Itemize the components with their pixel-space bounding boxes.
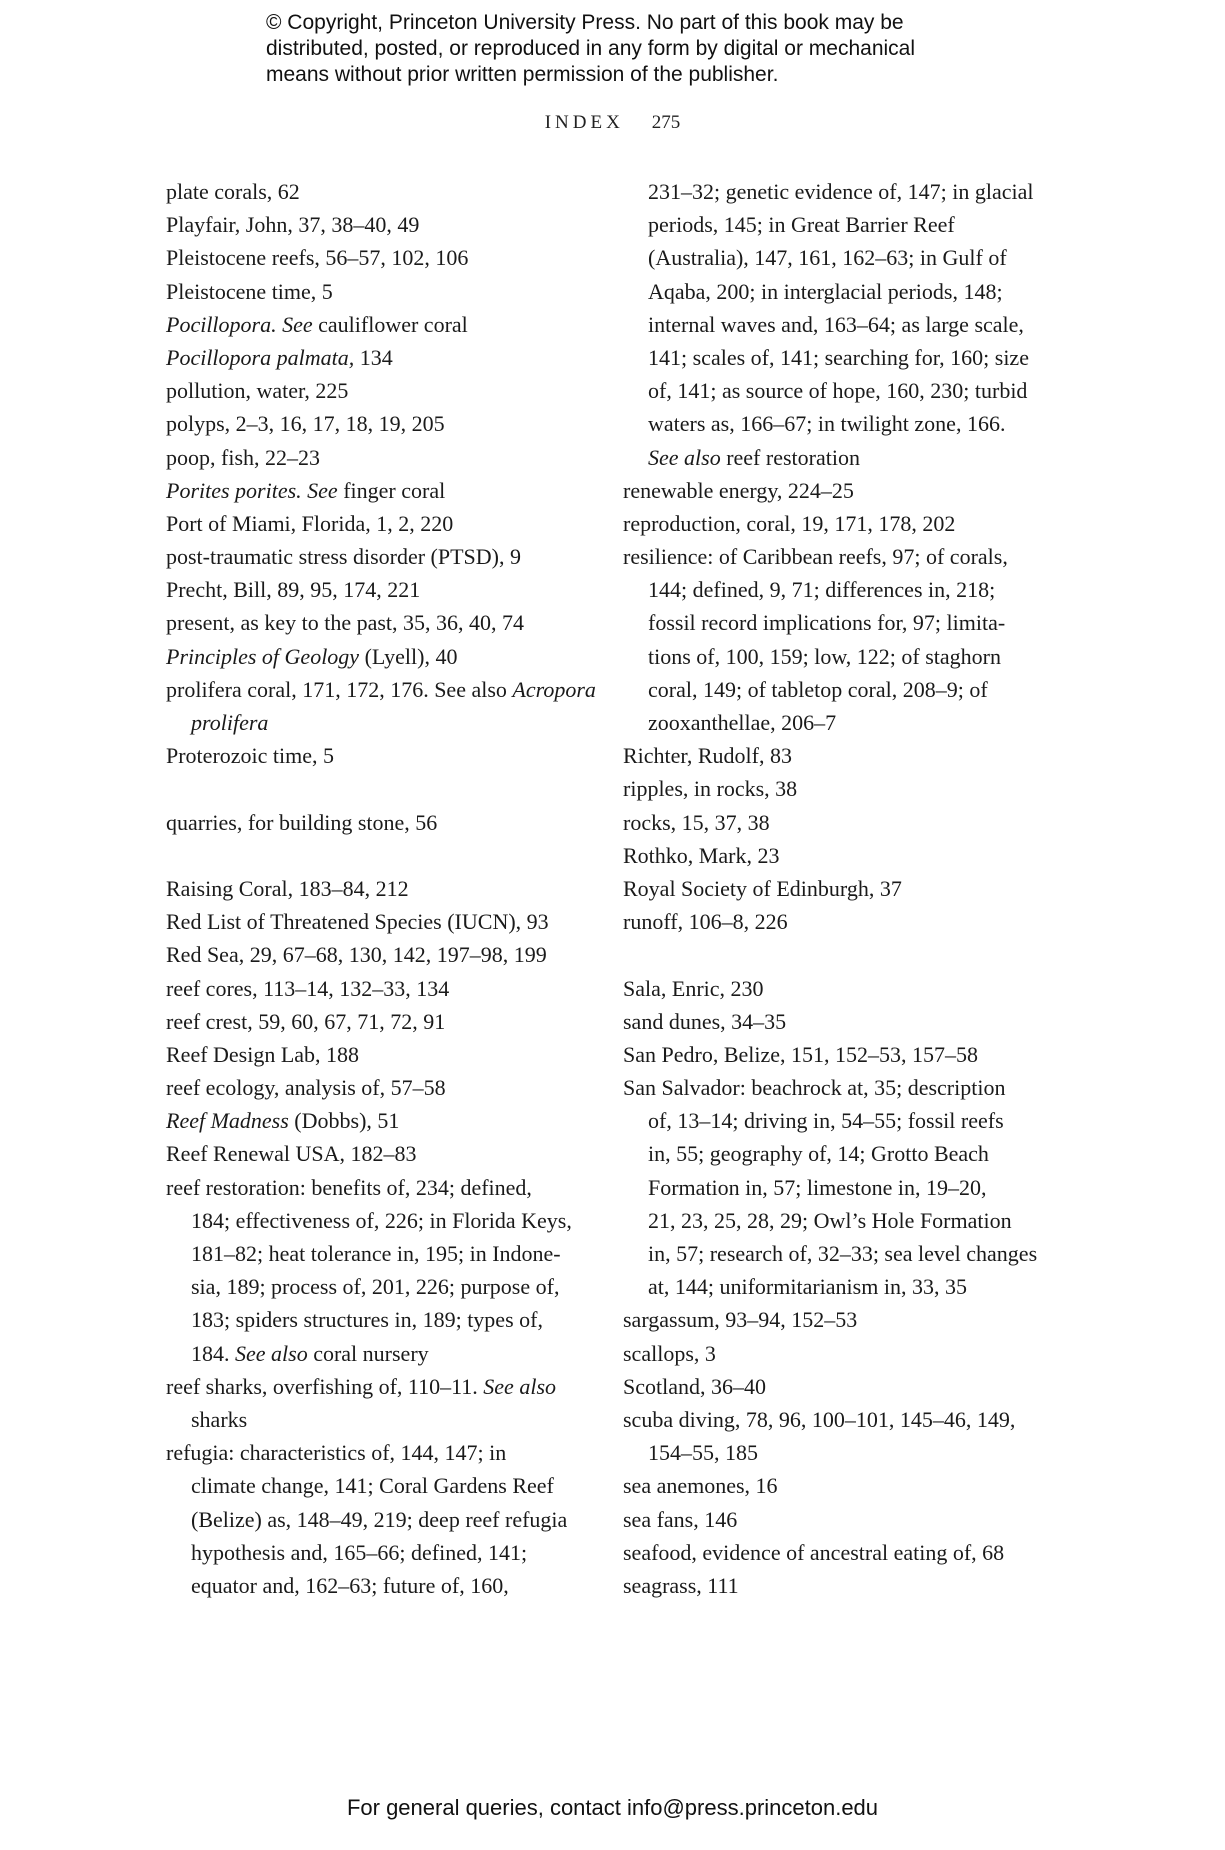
entry-text: hypothesis and, 165–66; defined, 141; <box>191 1539 528 1565</box>
copyright-line: © Copyright, Princeton University Press. No part of this book may be <box>266 11 904 34</box>
entry-text: 134 <box>354 344 393 370</box>
entry-text: reef sharks, overfishing of, 110–11. <box>166 1373 484 1399</box>
italic-text: Pocillopora. See <box>166 311 313 337</box>
entry-text: equator and, 162–63; future of, 160, <box>191 1572 509 1598</box>
index-entry <box>166 806 586 839</box>
entry-text: prolifera coral, 171, 172, 176. See also <box>166 676 513 702</box>
page-number: 275 <box>651 112 681 133</box>
entry-text: coral nursery <box>307 1340 429 1366</box>
entry-text: sea fans, 146 <box>623 1506 738 1532</box>
index-column-left <box>166 175 596 1602</box>
index-entry <box>166 1104 586 1137</box>
index-entry <box>166 474 586 507</box>
index-entry-continuation <box>623 441 1053 474</box>
index-entry <box>623 1303 1053 1336</box>
index-entry-continuation <box>623 208 1053 241</box>
index-entry-continuation <box>623 1436 1053 1469</box>
entry-text: Port of Miami, Florida, 1, 2, 220 <box>166 510 454 536</box>
index-entry-continuation <box>623 606 1053 639</box>
index-entry-continuation <box>623 275 1053 308</box>
entry-text: 231–32; genetic evidence of, 147; in glacial <box>648 179 1034 204</box>
copyright-line: distributed, posted, or reproduced in any form by digital or mechanical <box>266 37 916 60</box>
index-entry-continuation <box>623 341 1053 374</box>
index-entry <box>166 540 586 573</box>
entry-text: internal waves and, 163–64; as large scale, <box>648 311 1024 337</box>
entry-text: quarries, for building stone, 56 <box>166 809 438 835</box>
letter-group-gap <box>166 772 586 805</box>
index-entry <box>623 1337 1053 1370</box>
index-entry <box>623 507 1053 540</box>
entry-text: poop, fish, 22–23 <box>166 444 320 470</box>
index-entry <box>623 739 1053 772</box>
letter-group-gap <box>166 839 586 872</box>
index-entry <box>623 1403 1053 1436</box>
entry-text: coral, 149; of tabletop coral, 208–9; of <box>648 676 988 702</box>
entry-text: Pleistocene time, 5 <box>166 278 333 304</box>
index-entry-continuation <box>623 374 1053 407</box>
index-entry <box>166 938 586 971</box>
entry-text: reef cores, 113–14, 132–33, 134 <box>166 975 450 1001</box>
index-entry-continuation <box>623 640 1053 673</box>
entry-text: Royal Society of Edinburgh, 37 <box>623 875 902 901</box>
index-entry <box>166 739 586 772</box>
entry-text: Aqaba, 200; in interglacial periods, 148; <box>648 278 1003 304</box>
entry-text: (Dobbs), 51 <box>288 1108 400 1134</box>
copyright-notice <box>266 10 1026 88</box>
running-head <box>0 112 1225 134</box>
italic-text: See also <box>648 444 721 470</box>
entry-text: Precht, Bill, 89, 95, 174, 221 <box>166 577 421 603</box>
index-entry-continuation <box>166 706 586 739</box>
entry-text: seafood, evidence of ancestral eating of, 68 <box>623 1539 1005 1565</box>
entry-text: rocks, 15, 37, 38 <box>623 809 770 835</box>
entry-text: reproduction, coral, 19, 171, 178, 202 <box>623 510 956 536</box>
index-entry-continuation <box>623 1104 1053 1137</box>
index-entry <box>166 441 586 474</box>
entry-text: 183; spiders structures in, 189; types of, <box>191 1307 543 1333</box>
entry-text: of, 141; as source of hope, 160, 230; turbid <box>648 378 1028 404</box>
index-entry <box>166 1436 586 1469</box>
italic-text: See also <box>483 1373 556 1399</box>
entry-text: Reef Renewal USA, 182–83 <box>166 1141 417 1167</box>
index-entry <box>166 275 586 308</box>
entry-text: plate corals, 62 <box>166 179 300 204</box>
index-entry-continuation <box>166 1536 586 1569</box>
index-entry <box>166 175 586 208</box>
entry-text: Rothko, Mark, 23 <box>623 842 780 868</box>
index-entry <box>623 839 1053 872</box>
index-entry-continuation <box>166 1403 586 1436</box>
index-entry-continuation <box>623 175 1053 208</box>
entry-text: in, 55; geography of, 14; Grotto Beach <box>648 1141 989 1167</box>
entry-text: 154–55, 185 <box>648 1440 758 1466</box>
index-column-right <box>623 175 1053 1602</box>
entry-text: 184; effectiveness of, 226; in Florida Keys, <box>191 1207 572 1233</box>
index-entry <box>623 872 1053 905</box>
index-entry-continuation <box>623 241 1053 274</box>
index-entry <box>623 1569 1053 1602</box>
index-entry <box>623 772 1053 805</box>
index-entry-continuation <box>623 1237 1053 1270</box>
entry-text: 144; defined, 9, 71; differences in, 218; <box>648 577 996 603</box>
index-entry <box>166 872 586 905</box>
index-entry-continuation <box>166 1303 586 1336</box>
entry-text: periods, 145; in Great Barrier Reef <box>648 212 955 238</box>
entry-text: sharks <box>191 1406 248 1432</box>
index-entry-continuation <box>623 1270 1053 1303</box>
index-entry <box>166 341 586 374</box>
contact-footer: For general queries, contact info@press.princeton.edu <box>346 1795 879 1820</box>
index-entry <box>166 640 586 673</box>
entry-text: seagrass, 111 <box>623 1572 739 1598</box>
italic-text: Principles of Geology <box>166 643 360 669</box>
entry-text: 181–82; heat tolerance in, 195; in Indone- <box>191 1241 561 1266</box>
italic-text: Acropora <box>512 676 596 702</box>
entry-text: Sala, Enric, 230 <box>623 975 764 1001</box>
entry-text: Proterozoic time, 5 <box>166 743 335 769</box>
entry-text: Raising Coral, 183–84, 212 <box>166 875 409 901</box>
index-entry <box>623 1536 1053 1569</box>
entry-text: reef crest, 59, 60, 67, 71, 72, 91 <box>166 1008 446 1034</box>
entry-text: polyps, 2–3, 16, 17, 18, 19, 205 <box>166 411 445 437</box>
entry-text: post-traumatic stress disorder (PTSD), 9 <box>166 544 521 570</box>
entry-text: (Lyell), 40 <box>359 643 458 669</box>
index-entry <box>623 1005 1053 1038</box>
entry-text: waters as, 166–67; in twilight zone, 166. <box>648 411 1006 437</box>
index-entry <box>166 1137 586 1170</box>
entry-text: reef ecology, analysis of, 57–58 <box>166 1075 446 1101</box>
entry-text: fossil record implications for, 97; limita- <box>648 610 1006 636</box>
index-entry-continuation <box>166 1569 586 1602</box>
entry-text: in, 57; research of, 32–33; sea level changes <box>648 1241 1038 1266</box>
entry-text: tions of, 100, 159; low, 122; of staghorn <box>648 643 1001 669</box>
entry-text: scuba diving, 78, 96, 100–101, 145–46, 149, <box>623 1406 1016 1432</box>
index-entry-continuation <box>166 1503 586 1536</box>
entry-text: Richter, Rudolf, 83 <box>623 743 792 769</box>
entry-text: finger coral <box>337 477 446 503</box>
entry-text: sand dunes, 34–35 <box>623 1008 787 1034</box>
entry-text: renewable energy, 224–25 <box>623 477 854 503</box>
entry-text: 141; scales of, 141; searching for, 160; size <box>648 344 1029 370</box>
entry-text: sargassum, 93–94, 152–53 <box>623 1307 858 1333</box>
entry-text: 184. <box>191 1340 235 1366</box>
index-entry <box>166 1005 586 1038</box>
entry-text: zooxanthellae, 206–7 <box>648 710 837 735</box>
entry-text: Scotland, 36–40 <box>623 1373 766 1399</box>
index-entry-continuation <box>166 1204 586 1237</box>
copyright-line: means without prior written permission of the publisher. <box>266 63 779 86</box>
index-entry <box>166 407 586 440</box>
entry-text: sea anemones, 16 <box>623 1473 778 1499</box>
index-entry <box>623 1469 1053 1502</box>
index-entry-continuation <box>166 1469 586 1502</box>
entry-text: sia, 189; process of, 201, 226; purpose of, <box>191 1274 560 1300</box>
entry-text: (Australia), 147, 161, 162–63; in Gulf of <box>648 245 1007 271</box>
index-entry <box>623 1370 1053 1403</box>
entry-text: pollution, water, 225 <box>166 378 349 404</box>
index-entry <box>623 806 1053 839</box>
index-entry-continuation <box>623 1171 1053 1204</box>
index-entry <box>166 573 586 606</box>
index-entry <box>166 1370 586 1403</box>
index-entry <box>166 241 586 274</box>
running-head-title: INDEX <box>544 112 624 133</box>
entry-text: 21, 23, 25, 28, 29; Owl’s Hole Formation <box>648 1207 1012 1233</box>
entry-text: Red List of Threatened Species (IUCN), 93 <box>166 909 549 935</box>
entry-text: Pleistocene reefs, 56–57, 102, 106 <box>166 245 469 271</box>
entry-text: runoff, 106–8, 226 <box>623 909 788 935</box>
letter-group-gap <box>623 938 1053 971</box>
index-entry-continuation <box>166 1337 586 1370</box>
index-entry <box>166 905 586 938</box>
index-entry <box>623 905 1053 938</box>
index-entry-continuation <box>166 1237 586 1270</box>
entry-text: (Belize) as, 148–49, 219; deep reef refugia <box>191 1506 568 1532</box>
entry-text: ripples, in rocks, 38 <box>623 776 798 802</box>
index-entry <box>166 308 586 341</box>
entry-text: of, 13–14; driving in, 54–55; fossil reefs <box>648 1108 1004 1134</box>
index-entry <box>623 474 1053 507</box>
index-entry <box>166 208 586 241</box>
italic-text: Porites porites. See <box>166 477 338 503</box>
index-entry-continuation <box>623 308 1053 341</box>
index-entry <box>166 606 586 639</box>
index-entry <box>623 1503 1053 1536</box>
index-entry <box>623 972 1053 1005</box>
entry-text: present, as key to the past, 35, 36, 40, 74 <box>166 610 525 636</box>
index-entry <box>166 1071 586 1104</box>
entry-text: Playfair, John, 37, 38–40, 49 <box>166 212 420 238</box>
index-entry-continuation <box>623 1137 1053 1170</box>
entry-text: San Pedro, Belize, 151, 152–53, 157–58 <box>623 1041 979 1067</box>
index-entry-continuation <box>623 706 1053 739</box>
entry-text: Reef Design Lab, 188 <box>166 1041 360 1067</box>
index-entry <box>623 540 1053 573</box>
italic-text: prolifera <box>191 710 269 735</box>
index-entry <box>623 1071 1053 1104</box>
index-entry <box>166 1171 586 1204</box>
index-entry-continuation <box>623 673 1053 706</box>
italic-text: Pocillopora palmata, <box>166 344 355 370</box>
index-entry <box>166 673 596 706</box>
entry-text: San Salvador: beachrock at, 35; description <box>623 1075 1006 1101</box>
index-entry <box>166 374 586 407</box>
entry-text: cauliflower coral <box>312 311 468 337</box>
entry-text: reef restoration <box>720 444 860 470</box>
entry-text: Red Sea, 29, 67–68, 130, 142, 197–98, 199 <box>166 942 547 968</box>
index-entry-continuation <box>623 1204 1053 1237</box>
italic-text: Reef Madness <box>166 1108 289 1134</box>
entry-text: at, 144; uniformitarianism in, 33, 35 <box>648 1274 967 1300</box>
entry-text: refugia: characteristics of, 144, 147; in <box>166 1440 507 1466</box>
index-entry-continuation <box>623 573 1053 606</box>
entry-text: Formation in, 57; limestone in, 19–20, <box>648 1174 987 1200</box>
index-entry <box>623 1038 1053 1071</box>
entry-text: climate change, 141; Coral Gardens Reef <box>191 1473 554 1499</box>
index-entry <box>166 1038 586 1071</box>
index-entry <box>166 507 586 540</box>
index-entry-continuation <box>166 1270 586 1303</box>
entry-text: resilience: of Caribbean reefs, 97; of corals, <box>623 544 1008 570</box>
italic-text: See also <box>235 1340 308 1366</box>
index-entry <box>166 972 586 1005</box>
entry-text: reef restoration: benefits of, 234; defined, <box>166 1174 532 1200</box>
entry-text: scallops, 3 <box>623 1340 716 1366</box>
index-entry-continuation <box>623 407 1053 440</box>
